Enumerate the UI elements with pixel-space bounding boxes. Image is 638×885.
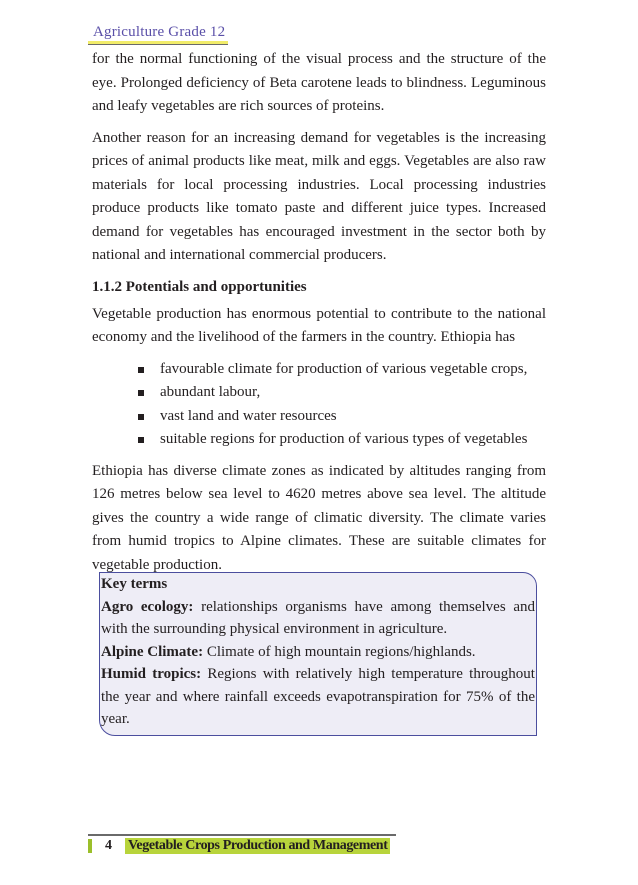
page-body	[92, 48, 546, 585]
section-closing: Ethiopia has diverse climate zones as indicated by altitudes ranging from 126 metres below sea level to 4620 metres above sea level. The altitude gives the country a wide range of climatic diversity. The climate varies from humid tropics to Alpine climates. These are suitable climates for vegetable production.	[92, 462, 546, 573]
square-bullet-icon	[138, 414, 144, 420]
key-term	[101, 641, 535, 664]
page-number: 4	[105, 838, 112, 853]
square-bullet-icon	[138, 367, 144, 373]
paragraph: for the normal functioning of the visual process and the structure of the eye. Prolonged deficiency of Beta carotene leads to blindness. Leguminous and leafy vegetables are rich sources of proteins.	[92, 51, 546, 114]
footer-book-title: Vegetable Crops Production and Management	[125, 838, 390, 854]
opportunities-list	[92, 358, 546, 452]
list-item: favourable climate for production of various vegetable crops,	[138, 358, 546, 382]
list-item: suitable regions for production of various types of vegetables	[138, 428, 546, 452]
footer-rule	[88, 834, 396, 836]
key-terms-content	[101, 573, 535, 731]
list-item: vast land and water resources	[138, 405, 546, 429]
running-header: Agriculture Grade 12	[93, 24, 226, 40]
paragraph: Another reason for an increasing demand for vegetables is the increasing prices of animal products like meat, milk and eggs. Vegetables are also raw materials for local processing industries. Local processing industries produce products like tomato paste and different juice types. Increased demand for vegetables has encouraged investment in the sector both by national and international commercial producers.	[92, 129, 546, 263]
list-item: abundant labour,	[138, 381, 546, 405]
key-term	[101, 596, 535, 641]
section-heading: 1.1.2 Potentials and opportunities	[92, 278, 307, 295]
square-bullet-icon	[138, 437, 144, 443]
key-term-name: Agro ecology:	[101, 598, 194, 615]
key-term-name: Alpine Climate:	[101, 643, 204, 660]
header-underline	[88, 41, 228, 45]
key-term-definition: Regions with relatively high temperature throughout the year and where rainfall exceeds evapotranspiration for 75% of the year.	[101, 666, 535, 727]
key-term-definition: relationships organisms have among themselves and with the surrounding physical environment in agriculture.	[101, 598, 535, 637]
key-term	[101, 663, 535, 731]
key-term-definition: Climate of high mountain regions/highlands.	[203, 643, 476, 660]
key-terms-title: Key terms	[101, 576, 168, 592]
square-bullet-icon	[138, 390, 144, 396]
key-term-name: Humid tropics:	[101, 666, 202, 682]
section-intro: Vegetable production has enormous potential to contribute to the national economy and the livelihood of the farmers in the country. Ethiopia has	[92, 305, 546, 345]
